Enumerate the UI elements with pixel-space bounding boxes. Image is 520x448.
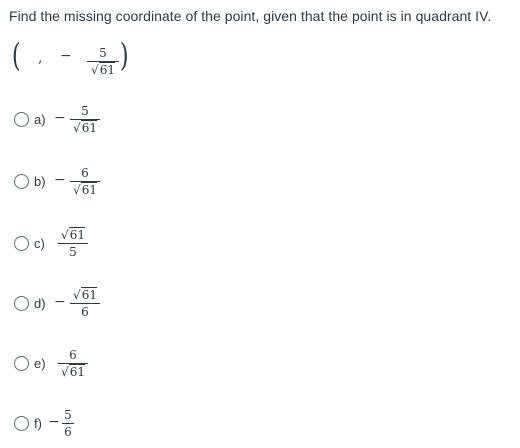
point-y-numerator: 5 (99, 46, 107, 60)
minus-sign: − (54, 172, 66, 188)
option-label: a) (34, 112, 46, 127)
denominator: 6 (64, 425, 72, 439)
question-text: Find the missing coordinate of the point, given that the point is in quadrant IV. (9, 8, 492, 24)
fraction-bar (70, 303, 100, 304)
radio-button[interactable] (14, 296, 29, 311)
option-fraction (70, 166, 100, 197)
numerator: 6 (81, 166, 89, 180)
option-fraction (70, 104, 100, 135)
option-label: e) (34, 356, 46, 371)
option-fraction (62, 408, 74, 439)
denominator (70, 183, 100, 197)
option-fraction (70, 288, 100, 319)
sqrt-symbol: √ (73, 121, 81, 135)
numerator: 5 (81, 104, 89, 118)
sqrt-symbol: √ (61, 228, 69, 242)
numerator: 6 (69, 348, 77, 362)
point-y-fraction (87, 46, 119, 77)
sqrt-symbol: √ (73, 288, 81, 302)
denominator (58, 365, 88, 379)
radicand: 61 (81, 121, 97, 135)
option-fraction (58, 348, 88, 379)
radicand: 61 (69, 228, 85, 242)
denominator: 6 (81, 305, 89, 319)
radio-button[interactable] (14, 356, 29, 371)
close-paren: ) (119, 36, 129, 74)
option-label: d) (34, 296, 46, 311)
radicand: 61 (81, 183, 97, 197)
radicand: 61 (99, 63, 115, 77)
radio-button[interactable] (14, 112, 29, 127)
radio-button[interactable] (14, 236, 29, 251)
denominator (70, 121, 100, 135)
radio-button[interactable] (14, 416, 29, 431)
denominator: 5 (69, 245, 77, 259)
numerator: 5 (64, 408, 72, 422)
option-label: b) (34, 174, 46, 189)
sqrt-symbol: √ (61, 365, 69, 379)
fraction-bar (62, 423, 74, 424)
option-label: f) (34, 416, 42, 431)
fraction-bar (58, 243, 88, 244)
radicand: 61 (69, 365, 85, 379)
open-paren: ( (11, 36, 21, 74)
point-minus-sign: − (60, 48, 72, 64)
numerator (70, 288, 100, 302)
sqrt-symbol: √ (73, 183, 81, 197)
point-comma: , (38, 50, 43, 66)
sqrt-symbol: √ (91, 63, 99, 77)
minus-sign: − (48, 414, 60, 430)
option-label: c) (34, 236, 45, 251)
numerator (58, 228, 88, 242)
minus-sign: − (54, 294, 66, 310)
radicand: 61 (81, 288, 97, 302)
radio-button[interactable] (14, 174, 29, 189)
minus-sign: − (54, 110, 66, 126)
option-fraction (58, 228, 88, 259)
point-y-denominator (87, 63, 119, 77)
